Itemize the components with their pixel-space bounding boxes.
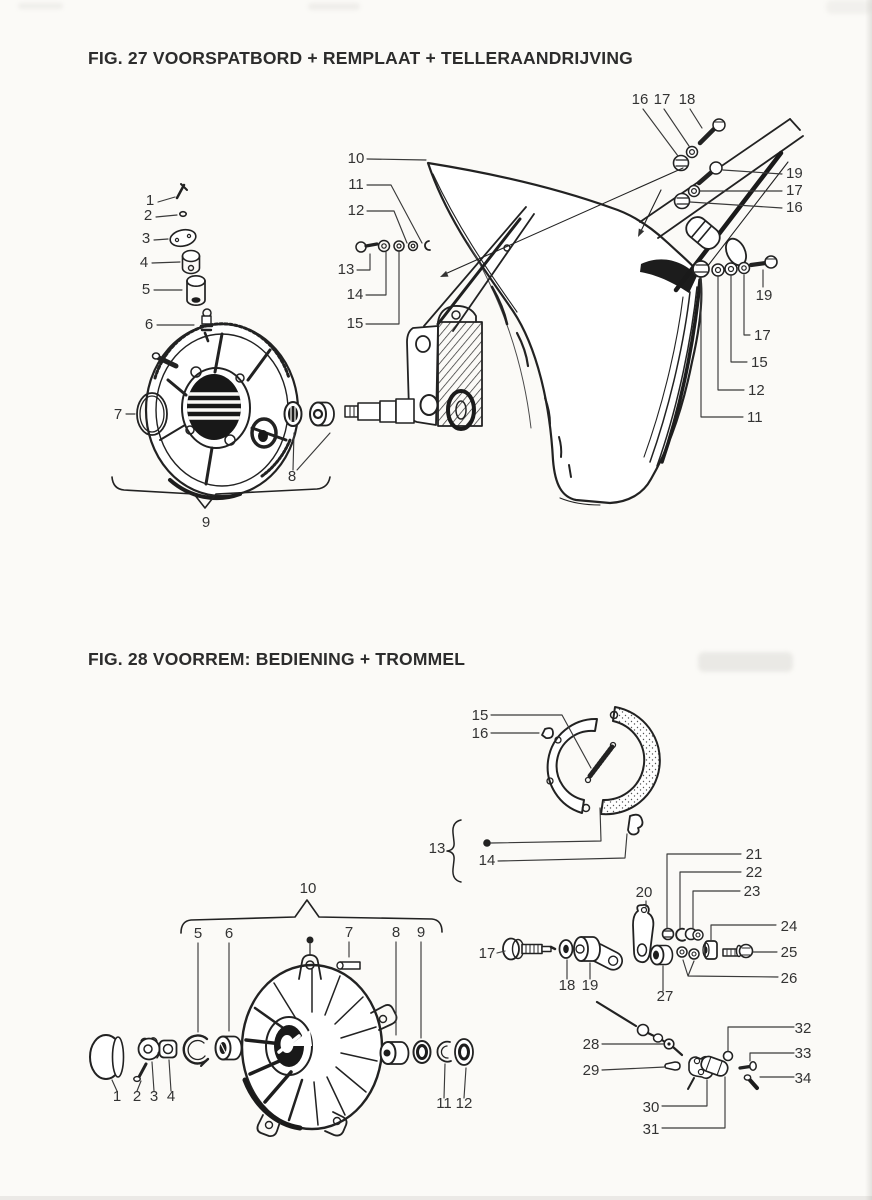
- fig28-cable-group: [597, 1002, 757, 1089]
- scan-artifact: [18, 3, 63, 9]
- fig27-callout-6: 6: [144, 316, 154, 333]
- fig27-fastener-group: [674, 119, 726, 209]
- fig27-callout-11: 11: [348, 176, 364, 193]
- fig27-callout-12-col: 12: [748, 382, 765, 399]
- fig28-title: FIG. 28 VOORREM: BEDIENING + TROMMEL: [88, 649, 466, 669]
- fig28-callout-18: 18: [558, 977, 576, 994]
- fig27-callout-10: 10: [347, 150, 365, 167]
- fig27-axle-shaft: [345, 399, 414, 423]
- fig28-diagram: [0, 690, 872, 1170]
- fig28-hub-parts-left: [90, 1035, 242, 1081]
- fig27-callout-14: 14: [346, 286, 364, 303]
- fig28-callout-2: 2: [132, 1088, 142, 1105]
- fig27-callout-19-col: 19: [755, 287, 773, 304]
- retainer-clip: [542, 728, 553, 738]
- brake-cam: [628, 815, 643, 835]
- fig28-callout-26: 26: [780, 970, 798, 987]
- fig28-callout-25: 25: [780, 944, 798, 961]
- fig28-callout-29: 29: [582, 1062, 600, 1079]
- fig27-callout-12: 12: [347, 202, 365, 219]
- fig27-callout-4: 4: [139, 254, 149, 271]
- fig27-diagram: [0, 85, 872, 565]
- fig28-callout-28: 28: [582, 1036, 600, 1053]
- fig28-callout-22: 22: [745, 864, 763, 881]
- fig28-callout-34: 34: [794, 1070, 812, 1087]
- fig28-span-bracket: [181, 900, 442, 933]
- fig28-callout-8: 8: [391, 924, 401, 941]
- fig28-hub-drum: [242, 937, 397, 1137]
- fig28-callout-19: 19: [581, 977, 599, 994]
- fig28-callout-23: 23: [743, 883, 761, 900]
- fig27-callout-2: 2: [143, 207, 153, 224]
- fig27-title: FIG. 27 VOORSPATBORD + REMPLAAT + TELLERAANDRIJVING: [88, 48, 633, 68]
- fig28-callout-13: 13: [428, 840, 446, 857]
- fig27-callout-5: 5: [141, 281, 151, 298]
- fig28-callout-4: 4: [166, 1088, 176, 1105]
- fig28-callout-1: 1: [112, 1088, 122, 1105]
- fig27-callout-19-nose: 19: [786, 165, 803, 182]
- scan-edge-shadow: [0, 1196, 872, 1200]
- fig28-callout-16: 16: [471, 725, 489, 742]
- fig28-callout-21: 21: [745, 846, 763, 863]
- shoe-spring: [590, 747, 612, 776]
- fig28-callout-11: 11: [436, 1095, 452, 1112]
- fig28-callout-10: 10: [299, 880, 317, 897]
- fig27-callout-11-col: 11: [747, 409, 763, 426]
- fig27-callout-18-top: 18: [678, 91, 696, 108]
- fig28-callout-30: 30: [642, 1099, 660, 1116]
- fig27-callout-17-top: 17: [653, 91, 671, 108]
- fig28-callout-32: 32: [794, 1020, 812, 1037]
- fig28-callout-6: 6: [224, 925, 234, 942]
- fig27-callout-13: 13: [337, 261, 355, 278]
- brace-13: [447, 820, 461, 882]
- fig28-callout-33: 33: [794, 1045, 812, 1062]
- fig27-bushings: [285, 402, 335, 426]
- fig28-callout-17: 17: [478, 945, 496, 962]
- pivot-pin: [483, 839, 491, 847]
- scan-artifact: [308, 3, 360, 10]
- fig27-fender-screw-set: [356, 241, 430, 253]
- fig27-callout-17-col: 17: [754, 327, 771, 344]
- fig28-callout-20: 20: [635, 884, 653, 901]
- fig28-callout-31: 31: [642, 1121, 660, 1138]
- fig28-callout-3: 3: [149, 1088, 159, 1105]
- fig28-callout-9: 9: [416, 924, 426, 941]
- fig27-callout-3: 3: [141, 230, 151, 247]
- fig27-brake-plate: [146, 324, 298, 498]
- fig28-callout-12: 12: [455, 1095, 473, 1112]
- fig28-lever-group: [503, 905, 753, 973]
- fig28-callout-7: 7: [344, 924, 354, 941]
- fig28-callout-14: 14: [478, 852, 496, 869]
- fig27-callout-16-nose: 16: [786, 199, 803, 216]
- fig28-callout-24: 24: [780, 918, 798, 935]
- ghost-text-artifact: [698, 652, 793, 672]
- fig27-callout-9: 9: [201, 514, 211, 531]
- fig27-callout-15: 15: [346, 315, 364, 332]
- fig28-callout-15: 15: [471, 707, 489, 724]
- fig27-callout-7: 7: [113, 406, 123, 423]
- fig27-callout-8: 8: [287, 468, 297, 485]
- fig27-callout-16-top: 16: [631, 91, 649, 108]
- fig27-callout-1: 1: [145, 192, 155, 209]
- fig28-callout-27: 27: [656, 988, 674, 1005]
- fig27-callout-17-nose: 17: [786, 182, 803, 199]
- fig28-callout-5: 5: [193, 925, 203, 942]
- fig27-callout-15-col: 15: [751, 354, 768, 371]
